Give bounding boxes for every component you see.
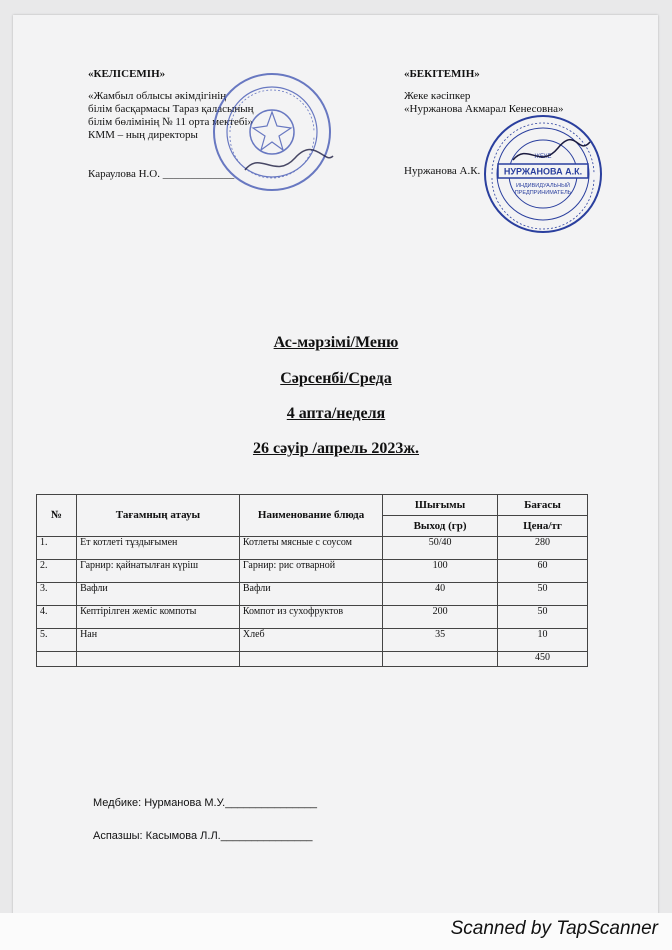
approval-line: «Нуржанова Акмарал Кенесовна»	[404, 103, 564, 115]
menu-table	[36, 494, 588, 667]
header-ru: Наименование блюда	[239, 495, 382, 537]
row-price: 10	[497, 629, 587, 652]
official-round-stamp	[205, 70, 340, 195]
row-price: 50	[497, 606, 587, 629]
table-row	[37, 606, 588, 629]
row-price: 50	[497, 583, 587, 606]
row-num: 5.	[37, 629, 77, 652]
row-output: 100	[383, 560, 498, 583]
stamp-sub-text: ИНДИВИДУАЛЬНЫЙ	[516, 183, 570, 189]
header-price-kz: Бағасы	[497, 495, 587, 516]
row-num: 4.	[37, 606, 77, 629]
signer-left-name: Караулова Н.О.	[88, 168, 160, 180]
approval-line: Жеке кәсіпкер	[404, 90, 471, 102]
row-num: 3.	[37, 583, 77, 606]
total-row	[37, 652, 588, 667]
stamp-top-text: ЖЕКЕ	[534, 154, 552, 160]
header-out-kz: Шығымы	[383, 495, 498, 516]
row-num: 2.	[37, 560, 77, 583]
row-name-kz: Ет котлеті тұздығымен	[77, 537, 240, 560]
empty-cell	[239, 652, 382, 667]
row-name-ru: Гарнир: рис отварной	[239, 560, 382, 583]
row-output: 35	[383, 629, 498, 652]
approval-block-right	[404, 68, 563, 116]
empty-cell	[77, 652, 240, 667]
table-row	[37, 629, 588, 652]
stamp-name-text: НУРЖАНОВА А.К.	[503, 166, 583, 177]
approval-line: білім басқармасы Тараз қаласының	[88, 103, 254, 115]
signer-right: Нуржанова А.К.	[404, 165, 481, 177]
approval-line: «Жамбыл облысы әкімдігінің	[88, 90, 227, 102]
date-title: 26 сәуір /апрель 2023ж.	[252, 440, 420, 457]
header-out-ru: Выход (гр)	[383, 516, 498, 537]
row-price: 280	[497, 537, 587, 560]
approval-title-left: «КЕЛІСЕМІН»	[88, 68, 166, 80]
week-title: 4 апта/неделя	[286, 405, 386, 422]
row-name-ru: Котлеты мясные с соусом	[239, 537, 382, 560]
row-price: 60	[497, 560, 587, 583]
row-num: 1.	[37, 537, 77, 560]
approval-line: КММ – ның директоры	[88, 129, 198, 141]
weekday-title: Сәрсенбі/Среда	[280, 370, 392, 387]
row-name-ru: Компот из сухофруктов	[239, 606, 382, 629]
approval-line: білім бөлімінің № 11 орта мектебі»	[88, 116, 254, 128]
row-name-kz: Гарнир: қайнатылған күріш	[77, 560, 240, 583]
table-row	[37, 560, 588, 583]
signature-line-left: _____________	[162, 168, 235, 180]
table-row	[37, 537, 588, 560]
approval-title-right: «БЕКІТЕМІН»	[404, 68, 480, 80]
header-num: №	[37, 495, 77, 537]
row-output: 40	[383, 583, 498, 606]
row-name-ru: Вафли	[239, 583, 382, 606]
empty-cell	[383, 652, 498, 667]
row-name-kz: Нан	[77, 629, 240, 652]
entrepreneur-round-stamp	[478, 112, 608, 237]
total-price: 450	[497, 652, 587, 667]
header-price-ru: Цена/тг	[497, 516, 587, 537]
header-kz: Тағамның атауы	[77, 495, 240, 537]
nurse-signature: Медбике: Нурманова М.У._______________	[93, 797, 317, 809]
row-output: 200	[383, 606, 498, 629]
table-row	[37, 583, 588, 606]
row-output: 50/40	[383, 537, 498, 560]
row-name-kz: Вафли	[77, 583, 240, 606]
row-name-kz: Кептірілген жеміс компоты	[77, 606, 240, 629]
row-name-ru: Хлеб	[239, 629, 382, 652]
stamp-sub-text: ПРЕДПРИНИМАТЕЛЬ	[514, 190, 572, 196]
scanner-watermark: Scanned by TapScanner	[450, 918, 658, 939]
cook-signature: Аспазшы: Касымова Л.Л._______________	[93, 830, 313, 842]
empty-cell	[37, 652, 77, 667]
menu-title: Ас-мәрзімі/Меню	[273, 334, 399, 351]
